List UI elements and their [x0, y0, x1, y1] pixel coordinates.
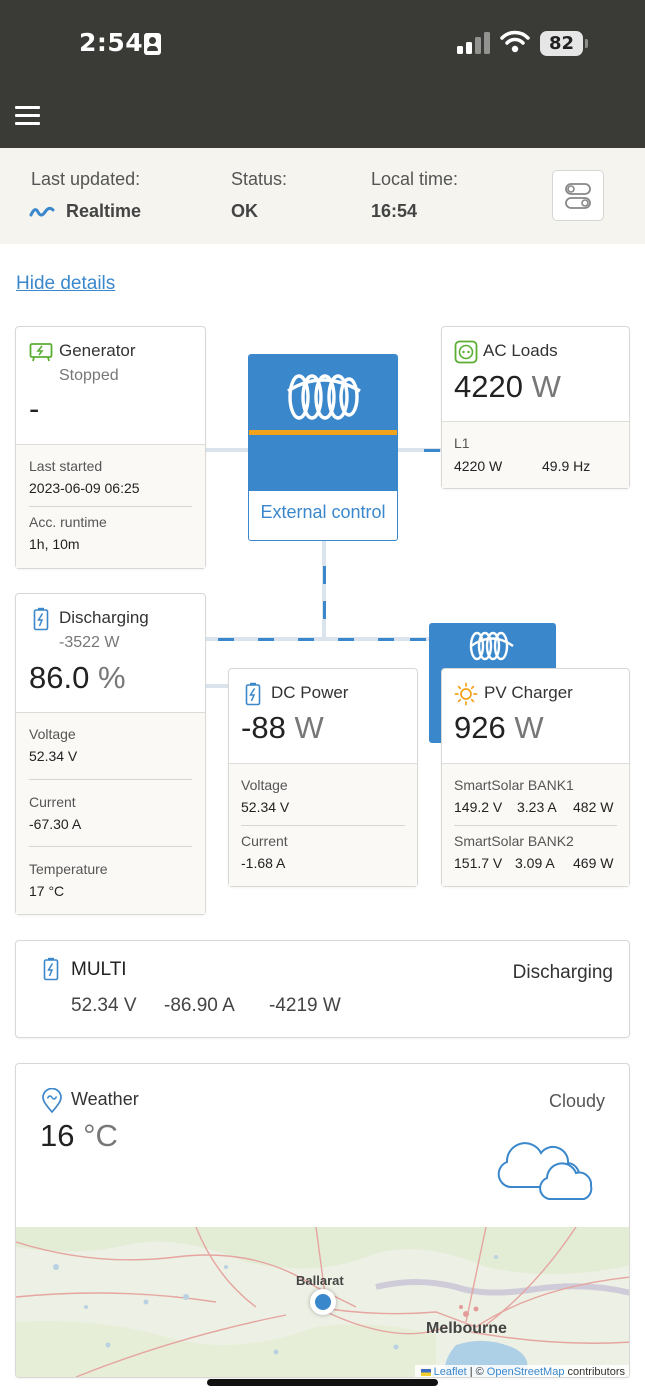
battery-level: 82 [540, 31, 583, 56]
generator-runtime-label: Acc. runtime [29, 514, 107, 530]
battery-power: -3522 W [59, 634, 120, 651]
dc-power-power [241, 710, 324, 746]
battery-icon [245, 682, 261, 706]
battery-soc-unit: % [97, 660, 126, 695]
flow-dash [338, 638, 354, 641]
multi-state: Discharging [512, 962, 613, 983]
connector-generator-inverter [205, 448, 249, 452]
battery-icon [43, 957, 59, 981]
pv-charger-2-name: SmartSolar BANK2 [454, 833, 574, 849]
generator-icon [29, 342, 53, 362]
battery-temperature-label: Temperature [29, 861, 108, 877]
battery-details [16, 712, 205, 914]
cellular-signal-icon [457, 32, 491, 54]
pv-charger-value: 926 [454, 710, 506, 745]
battery-soc-value: 86.0 [29, 660, 90, 695]
inverter-charger-device[interactable] [248, 354, 398, 541]
local-time-label: Local time: [371, 169, 459, 189]
map-label-melbourne: Melbourne [426, 1320, 507, 1337]
status-info-bar [0, 148, 645, 244]
hamburger-menu-button[interactable] [15, 106, 40, 126]
dc-power-value: -88 [241, 710, 286, 745]
pv-charger-1-voltage: 149.2 V [454, 799, 503, 815]
flow-dash [218, 638, 234, 641]
battery-title: Discharging [59, 608, 149, 627]
generator-last-started-value: 2023-06-09 06:25 [29, 480, 140, 496]
generator-details [16, 444, 205, 568]
flow-dash [298, 638, 314, 641]
dc-power-details [229, 763, 417, 886]
dc-power-card[interactable] [228, 668, 418, 887]
divider [241, 825, 405, 826]
ukraine-flag-icon [421, 1369, 431, 1376]
flow-dash [323, 601, 326, 619]
realtime-wave-icon [29, 204, 55, 220]
battery-soc [29, 660, 126, 696]
id-card-icon [144, 33, 161, 55]
generator-value: - [29, 391, 40, 426]
pv-charger-2-voltage: 151.7 V [454, 855, 503, 871]
status-bar-time: 2:54 [79, 28, 144, 57]
pv-charger-2-current: 3.09 A [515, 855, 555, 871]
flow-dash [410, 638, 426, 641]
ac-outlet-icon [454, 340, 478, 364]
ac-loads-unit: W [531, 369, 561, 404]
pv-charger-2-power: 469 W [573, 855, 614, 871]
sun-icon [454, 682, 478, 706]
ac-loads-value: 4220 [454, 369, 523, 404]
dc-power-current-value: -1.68 A [241, 855, 286, 871]
leaflet-link[interactable]: Leaflet [433, 1366, 467, 1378]
battery-voltage-value: 52.34 V [29, 748, 78, 764]
dc-power-voltage-label: Voltage [241, 777, 288, 793]
generator-card[interactable] [15, 326, 206, 569]
status-value: OK [231, 201, 258, 221]
location-marker-dot [315, 1294, 331, 1310]
flow-dash [323, 566, 326, 584]
cloudy-icon [494, 1129, 598, 1203]
connector-battery-dcpower [205, 684, 229, 688]
battery-current-value: -67.30 A [29, 816, 82, 832]
flow-dash [378, 638, 394, 641]
dc-power-unit: W [294, 710, 324, 745]
pv-charger-1-power: 482 W [573, 799, 614, 815]
ac-loads-phase-power: 4220 W [454, 458, 503, 474]
battery-temperature-value: 17 °C [29, 883, 65, 899]
battery-card[interactable] [15, 593, 206, 915]
divider [454, 825, 617, 826]
home-indicator [207, 1379, 438, 1386]
divider [29, 506, 192, 507]
weather-temperature-unit: °C [83, 1118, 118, 1153]
victron-logo-icon [467, 629, 517, 663]
generator-runtime-value: 1h, 10m [29, 536, 80, 552]
generator-title: Generator [59, 341, 136, 360]
flow-dash [424, 449, 440, 452]
multi-current: -86.90 A [164, 995, 235, 1016]
dc-power-current-label: Current [241, 833, 288, 849]
ac-loads-phase-label: L1 [454, 435, 470, 451]
dc-power-title: DC Power [271, 683, 349, 702]
battery-icon [585, 39, 588, 48]
multi-power: -4219 W [269, 995, 341, 1016]
weather-condition: Cloudy [548, 1091, 605, 1111]
inverter-mode-label: External control [260, 502, 386, 522]
last-updated-value: Realtime [66, 201, 142, 221]
generator-last-started-label: Last started [29, 458, 103, 474]
app-header [0, 0, 645, 148]
connector-dc-bus [205, 637, 430, 641]
pv-charger-card[interactable] [441, 668, 630, 887]
pv-charger-1-current: 3.23 A [517, 799, 557, 815]
pv-charger-1-name: SmartSolar BANK1 [454, 777, 574, 793]
toggle-switches-icon [553, 171, 603, 220]
attribution-separator: | © [469, 1366, 484, 1378]
ac-loads-power [454, 369, 561, 405]
last-updated-label: Last updated: [31, 169, 141, 189]
multi-title: MULTI [71, 959, 127, 980]
location-pin-icon [41, 1088, 63, 1114]
map-label-ballarat: Ballarat [296, 1273, 344, 1288]
weather-temperature-value: 16 [40, 1118, 75, 1153]
local-time-value: 16:54 [371, 201, 418, 221]
generator-state: Stopped [59, 367, 119, 384]
hide-details-link[interactable]: Hide details [16, 273, 116, 294]
weather-card[interactable] [15, 1063, 630, 1378]
ac-loads-details [442, 421, 629, 488]
flow-dash [258, 638, 274, 641]
ac-loads-title: AC Loads [483, 341, 558, 360]
dc-power-voltage-value: 52.34 V [241, 799, 290, 815]
multi-card[interactable] [15, 940, 630, 1038]
divider [29, 779, 192, 780]
openstreetmap-link[interactable]: OpenStreetMap [486, 1366, 565, 1378]
battery-current-label: Current [29, 794, 76, 810]
multi-voltage: 52.34 V [71, 995, 137, 1016]
attribution-tail: contributors [567, 1366, 625, 1378]
map-attribution [415, 1365, 630, 1378]
connector-inverter-dcbus [322, 541, 326, 638]
pv-charger-unit: W [514, 710, 544, 745]
weather-title: Weather [71, 1089, 139, 1109]
pv-charger-details [442, 763, 629, 886]
victron-logo-icon [282, 369, 366, 423]
pv-charger-title: PV Charger [484, 683, 573, 702]
weather-map[interactable] [16, 1227, 630, 1378]
battery-voltage-label: Voltage [29, 726, 76, 742]
inverter-accent-stripe [249, 430, 398, 435]
weather-temperature [40, 1118, 118, 1154]
location-marker[interactable] [310, 1289, 336, 1315]
pv-charger-power [454, 710, 544, 746]
switches-button[interactable] [552, 170, 604, 221]
wifi-icon [500, 30, 530, 54]
ac-loads-frequency: 49.9 Hz [542, 458, 591, 474]
ac-loads-card[interactable] [441, 326, 630, 489]
divider [29, 846, 192, 847]
status-label: Status: [231, 169, 288, 189]
battery-icon [33, 607, 49, 631]
